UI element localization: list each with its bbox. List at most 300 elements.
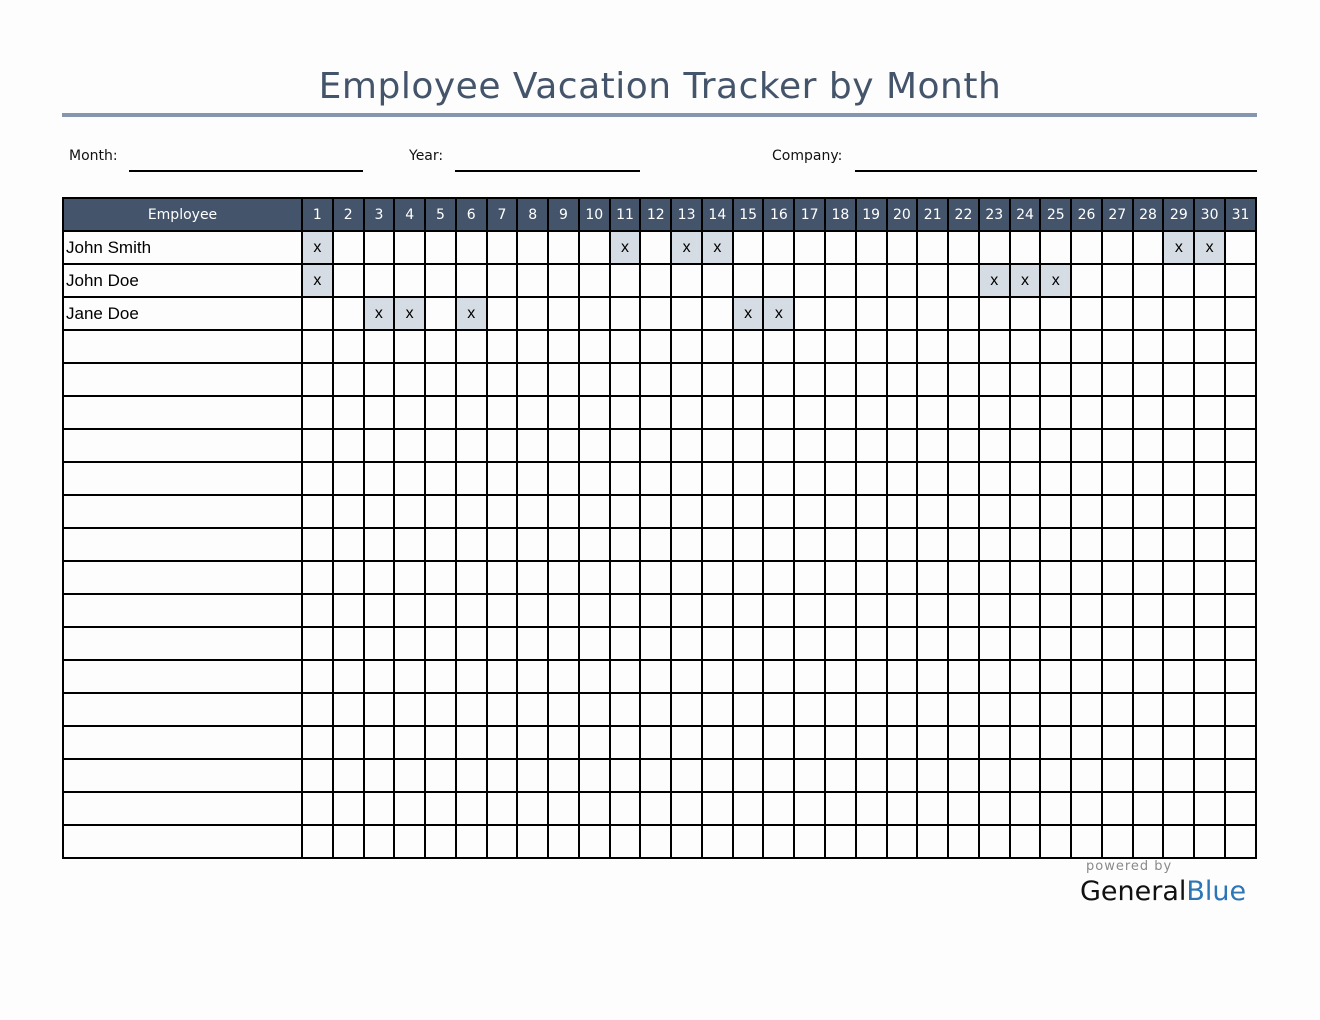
day-cell[interactable] bbox=[979, 330, 1010, 363]
day-cell[interactable] bbox=[333, 429, 364, 462]
day-cell[interactable] bbox=[517, 396, 548, 429]
day-cell[interactable] bbox=[394, 429, 425, 462]
day-cell[interactable] bbox=[456, 792, 487, 825]
day-cell[interactable] bbox=[364, 396, 395, 429]
day-cell[interactable] bbox=[733, 363, 764, 396]
day-cell[interactable] bbox=[517, 660, 548, 693]
day-cell[interactable] bbox=[456, 363, 487, 396]
day-cell[interactable] bbox=[487, 396, 518, 429]
day-cell[interactable] bbox=[979, 231, 1010, 264]
day-cell[interactable] bbox=[917, 561, 948, 594]
day-cell[interactable] bbox=[917, 396, 948, 429]
day-cell[interactable] bbox=[456, 264, 487, 297]
day-cell[interactable] bbox=[887, 264, 918, 297]
day-cell[interactable] bbox=[548, 561, 579, 594]
year-field[interactable] bbox=[455, 170, 640, 172]
day-cell[interactable] bbox=[1133, 528, 1164, 561]
day-cell[interactable] bbox=[825, 231, 856, 264]
day-cell[interactable] bbox=[1102, 594, 1133, 627]
day-cell[interactable] bbox=[887, 363, 918, 396]
day-cell[interactable] bbox=[1102, 495, 1133, 528]
day-cell[interactable] bbox=[948, 429, 979, 462]
day-cell[interactable] bbox=[1163, 495, 1194, 528]
day-cell[interactable] bbox=[579, 264, 610, 297]
day-cell[interactable] bbox=[1194, 330, 1225, 363]
day-cell[interactable] bbox=[733, 792, 764, 825]
day-cell[interactable] bbox=[917, 660, 948, 693]
day-cell[interactable] bbox=[548, 660, 579, 693]
day-cell[interactable] bbox=[917, 792, 948, 825]
day-cell[interactable] bbox=[333, 297, 364, 330]
day-cell[interactable] bbox=[733, 759, 764, 792]
day-cell[interactable] bbox=[1071, 759, 1102, 792]
day-cell[interactable] bbox=[1102, 429, 1133, 462]
day-cell[interactable] bbox=[1102, 396, 1133, 429]
day-cell[interactable] bbox=[364, 726, 395, 759]
day-cell[interactable] bbox=[1163, 759, 1194, 792]
day-cell[interactable] bbox=[733, 495, 764, 528]
day-cell[interactable] bbox=[302, 429, 333, 462]
day-cell[interactable] bbox=[702, 660, 733, 693]
day-cell[interactable] bbox=[794, 792, 825, 825]
day-cell[interactable] bbox=[1163, 330, 1194, 363]
day-cell[interactable] bbox=[702, 297, 733, 330]
day-cell[interactable] bbox=[1163, 825, 1194, 858]
day-cell[interactable] bbox=[1010, 726, 1041, 759]
day-cell[interactable] bbox=[425, 330, 456, 363]
day-cell[interactable] bbox=[887, 462, 918, 495]
day-cell[interactable] bbox=[456, 528, 487, 561]
day-cell[interactable]: x bbox=[702, 231, 733, 264]
day-cell[interactable] bbox=[364, 330, 395, 363]
day-cell[interactable] bbox=[364, 825, 395, 858]
day-cell[interactable] bbox=[1010, 792, 1041, 825]
employee-name-cell[interactable] bbox=[63, 396, 302, 429]
day-cell[interactable] bbox=[1163, 627, 1194, 660]
day-cell[interactable] bbox=[733, 825, 764, 858]
day-cell[interactable] bbox=[1010, 429, 1041, 462]
day-cell[interactable] bbox=[1194, 297, 1225, 330]
day-cell[interactable] bbox=[702, 825, 733, 858]
day-cell[interactable] bbox=[1133, 693, 1164, 726]
day-cell[interactable] bbox=[1133, 396, 1164, 429]
day-cell[interactable] bbox=[1225, 363, 1256, 396]
day-cell[interactable] bbox=[364, 594, 395, 627]
day-cell[interactable] bbox=[763, 561, 794, 594]
day-cell[interactable] bbox=[702, 693, 733, 726]
day-cell[interactable] bbox=[1225, 594, 1256, 627]
day-cell[interactable] bbox=[948, 594, 979, 627]
day-cell[interactable] bbox=[579, 495, 610, 528]
day-cell[interactable] bbox=[856, 627, 887, 660]
day-cell[interactable] bbox=[456, 231, 487, 264]
day-cell[interactable] bbox=[1071, 297, 1102, 330]
day-cell[interactable] bbox=[887, 495, 918, 528]
day-cell[interactable] bbox=[733, 726, 764, 759]
day-cell[interactable] bbox=[887, 561, 918, 594]
day-cell[interactable] bbox=[610, 792, 641, 825]
day-cell[interactable] bbox=[917, 693, 948, 726]
day-cell[interactable] bbox=[1133, 330, 1164, 363]
day-cell[interactable] bbox=[979, 726, 1010, 759]
day-cell[interactable] bbox=[825, 396, 856, 429]
day-cell[interactable] bbox=[1163, 264, 1194, 297]
day-cell[interactable] bbox=[610, 495, 641, 528]
day-cell[interactable] bbox=[887, 759, 918, 792]
day-cell[interactable] bbox=[917, 495, 948, 528]
day-cell[interactable]: x bbox=[302, 264, 333, 297]
day-cell[interactable] bbox=[825, 660, 856, 693]
day-cell[interactable] bbox=[487, 627, 518, 660]
day-cell[interactable] bbox=[794, 726, 825, 759]
day-cell[interactable] bbox=[1102, 363, 1133, 396]
day-cell[interactable] bbox=[1071, 726, 1102, 759]
day-cell[interactable] bbox=[394, 264, 425, 297]
day-cell[interactable] bbox=[887, 429, 918, 462]
day-cell[interactable] bbox=[548, 594, 579, 627]
day-cell[interactable] bbox=[671, 825, 702, 858]
day-cell[interactable] bbox=[702, 495, 733, 528]
day-cell[interactable] bbox=[856, 396, 887, 429]
day-cell[interactable] bbox=[548, 495, 579, 528]
day-cell[interactable] bbox=[671, 594, 702, 627]
employee-name-cell[interactable]: Jane Doe bbox=[63, 297, 302, 330]
day-cell[interactable]: x bbox=[1040, 264, 1071, 297]
day-cell[interactable] bbox=[1102, 297, 1133, 330]
day-cell[interactable] bbox=[333, 528, 364, 561]
day-cell[interactable] bbox=[640, 759, 671, 792]
day-cell[interactable] bbox=[763, 726, 794, 759]
day-cell[interactable] bbox=[1225, 726, 1256, 759]
employee-name-cell[interactable] bbox=[63, 429, 302, 462]
day-cell[interactable] bbox=[856, 429, 887, 462]
day-cell[interactable] bbox=[1133, 726, 1164, 759]
day-cell[interactable] bbox=[548, 726, 579, 759]
day-cell[interactable] bbox=[979, 363, 1010, 396]
day-cell[interactable] bbox=[548, 825, 579, 858]
day-cell[interactable] bbox=[1102, 825, 1133, 858]
day-cell[interactable] bbox=[702, 264, 733, 297]
employee-name-cell[interactable] bbox=[63, 330, 302, 363]
day-cell[interactable] bbox=[917, 627, 948, 660]
day-cell[interactable] bbox=[917, 264, 948, 297]
day-cell[interactable] bbox=[1010, 330, 1041, 363]
day-cell[interactable] bbox=[640, 363, 671, 396]
month-field[interactable] bbox=[129, 170, 363, 172]
day-cell[interactable] bbox=[733, 330, 764, 363]
day-cell[interactable] bbox=[333, 231, 364, 264]
day-cell[interactable] bbox=[856, 528, 887, 561]
day-cell[interactable] bbox=[1225, 297, 1256, 330]
day-cell[interactable] bbox=[487, 330, 518, 363]
day-cell[interactable] bbox=[394, 231, 425, 264]
day-cell[interactable] bbox=[917, 363, 948, 396]
day-cell[interactable] bbox=[979, 660, 1010, 693]
day-cell[interactable] bbox=[610, 396, 641, 429]
day-cell[interactable] bbox=[456, 693, 487, 726]
day-cell[interactable] bbox=[579, 792, 610, 825]
day-cell[interactable] bbox=[856, 726, 887, 759]
day-cell[interactable] bbox=[1194, 561, 1225, 594]
employee-name-cell[interactable] bbox=[63, 594, 302, 627]
day-cell[interactable] bbox=[979, 561, 1010, 594]
day-cell[interactable] bbox=[887, 825, 918, 858]
day-cell[interactable] bbox=[517, 231, 548, 264]
day-cell[interactable] bbox=[302, 792, 333, 825]
day-cell[interactable] bbox=[702, 759, 733, 792]
day-cell[interactable] bbox=[948, 495, 979, 528]
day-cell[interactable] bbox=[825, 726, 856, 759]
day-cell[interactable] bbox=[487, 231, 518, 264]
day-cell[interactable] bbox=[1194, 627, 1225, 660]
day-cell[interactable] bbox=[1102, 264, 1133, 297]
day-cell[interactable] bbox=[794, 231, 825, 264]
day-cell[interactable] bbox=[456, 561, 487, 594]
day-cell[interactable] bbox=[394, 759, 425, 792]
day-cell[interactable] bbox=[856, 231, 887, 264]
day-cell[interactable] bbox=[1071, 594, 1102, 627]
day-cell[interactable]: x bbox=[364, 297, 395, 330]
day-cell[interactable] bbox=[1194, 363, 1225, 396]
day-cell[interactable] bbox=[517, 363, 548, 396]
day-cell[interactable] bbox=[671, 429, 702, 462]
day-cell[interactable] bbox=[1225, 660, 1256, 693]
day-cell[interactable] bbox=[825, 528, 856, 561]
day-cell[interactable] bbox=[1071, 627, 1102, 660]
day-cell[interactable] bbox=[425, 792, 456, 825]
day-cell[interactable] bbox=[1102, 693, 1133, 726]
day-cell[interactable] bbox=[394, 528, 425, 561]
day-cell[interactable] bbox=[302, 528, 333, 561]
day-cell[interactable] bbox=[856, 825, 887, 858]
day-cell[interactable] bbox=[333, 825, 364, 858]
day-cell[interactable] bbox=[1010, 297, 1041, 330]
day-cell[interactable] bbox=[579, 528, 610, 561]
day-cell[interactable] bbox=[1010, 528, 1041, 561]
employee-name-cell[interactable] bbox=[63, 792, 302, 825]
day-cell[interactable] bbox=[733, 396, 764, 429]
employee-name-cell[interactable] bbox=[63, 462, 302, 495]
day-cell[interactable] bbox=[671, 495, 702, 528]
day-cell[interactable] bbox=[825, 792, 856, 825]
day-cell[interactable] bbox=[948, 264, 979, 297]
day-cell[interactable] bbox=[856, 363, 887, 396]
employee-name-cell[interactable] bbox=[63, 693, 302, 726]
employee-name-cell[interactable] bbox=[63, 660, 302, 693]
day-cell[interactable] bbox=[1040, 528, 1071, 561]
day-cell[interactable] bbox=[333, 264, 364, 297]
day-cell[interactable] bbox=[825, 462, 856, 495]
day-cell[interactable] bbox=[548, 231, 579, 264]
day-cell[interactable] bbox=[302, 330, 333, 363]
day-cell[interactable] bbox=[1225, 759, 1256, 792]
day-cell[interactable] bbox=[517, 627, 548, 660]
day-cell[interactable] bbox=[763, 429, 794, 462]
day-cell[interactable] bbox=[1225, 264, 1256, 297]
day-cell[interactable] bbox=[1194, 792, 1225, 825]
day-cell[interactable] bbox=[1194, 594, 1225, 627]
day-cell[interactable] bbox=[333, 660, 364, 693]
day-cell[interactable] bbox=[794, 429, 825, 462]
day-cell[interactable] bbox=[640, 264, 671, 297]
employee-name-cell[interactable]: John Doe bbox=[63, 264, 302, 297]
day-cell[interactable] bbox=[1163, 726, 1194, 759]
day-cell[interactable] bbox=[610, 627, 641, 660]
day-cell[interactable] bbox=[548, 330, 579, 363]
day-cell[interactable] bbox=[979, 528, 1010, 561]
day-cell[interactable] bbox=[640, 825, 671, 858]
day-cell[interactable] bbox=[610, 660, 641, 693]
day-cell[interactable] bbox=[794, 693, 825, 726]
day-cell[interactable] bbox=[1225, 627, 1256, 660]
day-cell[interactable] bbox=[948, 297, 979, 330]
day-cell[interactable] bbox=[1071, 792, 1102, 825]
day-cell[interactable] bbox=[487, 825, 518, 858]
day-cell[interactable] bbox=[364, 660, 395, 693]
day-cell[interactable] bbox=[825, 330, 856, 363]
day-cell[interactable] bbox=[610, 429, 641, 462]
day-cell[interactable] bbox=[302, 462, 333, 495]
day-cell[interactable] bbox=[548, 363, 579, 396]
day-cell[interactable] bbox=[425, 363, 456, 396]
day-cell[interactable] bbox=[1010, 495, 1041, 528]
day-cell[interactable] bbox=[856, 660, 887, 693]
day-cell[interactable] bbox=[302, 759, 333, 792]
day-cell[interactable] bbox=[517, 825, 548, 858]
day-cell[interactable] bbox=[456, 825, 487, 858]
day-cell[interactable] bbox=[1102, 561, 1133, 594]
day-cell[interactable] bbox=[517, 462, 548, 495]
day-cell[interactable] bbox=[1225, 330, 1256, 363]
day-cell[interactable] bbox=[1133, 231, 1164, 264]
day-cell[interactable] bbox=[456, 429, 487, 462]
day-cell[interactable] bbox=[763, 264, 794, 297]
day-cell[interactable] bbox=[548, 693, 579, 726]
day-cell[interactable] bbox=[979, 429, 1010, 462]
day-cell[interactable] bbox=[671, 627, 702, 660]
day-cell[interactable] bbox=[794, 660, 825, 693]
day-cell[interactable] bbox=[948, 825, 979, 858]
day-cell[interactable] bbox=[1071, 462, 1102, 495]
day-cell[interactable] bbox=[1071, 825, 1102, 858]
day-cell[interactable] bbox=[517, 429, 548, 462]
day-cell[interactable] bbox=[948, 693, 979, 726]
day-cell[interactable] bbox=[517, 693, 548, 726]
day-cell[interactable] bbox=[364, 495, 395, 528]
day-cell[interactable]: x bbox=[763, 297, 794, 330]
day-cell[interactable] bbox=[1071, 330, 1102, 363]
day-cell[interactable] bbox=[487, 297, 518, 330]
day-cell[interactable] bbox=[1194, 693, 1225, 726]
day-cell[interactable] bbox=[1071, 396, 1102, 429]
day-cell[interactable] bbox=[979, 297, 1010, 330]
day-cell[interactable] bbox=[487, 594, 518, 627]
day-cell[interactable] bbox=[548, 627, 579, 660]
day-cell[interactable] bbox=[302, 825, 333, 858]
day-cell[interactable] bbox=[1163, 594, 1194, 627]
day-cell[interactable] bbox=[671, 792, 702, 825]
day-cell[interactable] bbox=[794, 594, 825, 627]
day-cell[interactable] bbox=[763, 627, 794, 660]
day-cell[interactable] bbox=[1040, 363, 1071, 396]
day-cell[interactable] bbox=[1071, 363, 1102, 396]
day-cell[interactable] bbox=[487, 495, 518, 528]
day-cell[interactable] bbox=[425, 561, 456, 594]
day-cell[interactable] bbox=[1010, 462, 1041, 495]
day-cell[interactable] bbox=[1102, 330, 1133, 363]
day-cell[interactable] bbox=[579, 759, 610, 792]
day-cell[interactable] bbox=[917, 825, 948, 858]
day-cell[interactable] bbox=[794, 627, 825, 660]
day-cell[interactable] bbox=[1071, 693, 1102, 726]
day-cell[interactable] bbox=[1133, 429, 1164, 462]
day-cell[interactable] bbox=[733, 528, 764, 561]
day-cell[interactable] bbox=[425, 726, 456, 759]
day-cell[interactable]: x bbox=[610, 231, 641, 264]
day-cell[interactable] bbox=[517, 792, 548, 825]
day-cell[interactable] bbox=[1071, 561, 1102, 594]
day-cell[interactable] bbox=[979, 693, 1010, 726]
day-cell[interactable] bbox=[364, 462, 395, 495]
day-cell[interactable] bbox=[610, 363, 641, 396]
day-cell[interactable] bbox=[548, 264, 579, 297]
day-cell[interactable] bbox=[825, 297, 856, 330]
day-cell[interactable] bbox=[887, 627, 918, 660]
day-cell[interactable] bbox=[456, 462, 487, 495]
employee-name-cell[interactable] bbox=[63, 825, 302, 858]
day-cell[interactable] bbox=[887, 693, 918, 726]
day-cell[interactable] bbox=[548, 528, 579, 561]
day-cell[interactable] bbox=[1133, 660, 1164, 693]
day-cell[interactable] bbox=[610, 726, 641, 759]
day-cell[interactable] bbox=[1040, 495, 1071, 528]
day-cell[interactable] bbox=[917, 330, 948, 363]
day-cell[interactable] bbox=[425, 693, 456, 726]
day-cell[interactable] bbox=[979, 396, 1010, 429]
day-cell[interactable]: x bbox=[302, 231, 333, 264]
day-cell[interactable] bbox=[456, 759, 487, 792]
day-cell[interactable] bbox=[825, 495, 856, 528]
day-cell[interactable] bbox=[1040, 660, 1071, 693]
day-cell[interactable] bbox=[733, 627, 764, 660]
day-cell[interactable] bbox=[887, 330, 918, 363]
day-cell[interactable] bbox=[763, 396, 794, 429]
day-cell[interactable] bbox=[1040, 297, 1071, 330]
day-cell[interactable] bbox=[640, 462, 671, 495]
day-cell[interactable] bbox=[302, 495, 333, 528]
day-cell[interactable] bbox=[517, 561, 548, 594]
day-cell[interactable] bbox=[517, 495, 548, 528]
day-cell[interactable] bbox=[671, 330, 702, 363]
day-cell[interactable] bbox=[364, 627, 395, 660]
day-cell[interactable] bbox=[456, 396, 487, 429]
day-cell[interactable] bbox=[364, 792, 395, 825]
day-cell[interactable]: x bbox=[1194, 231, 1225, 264]
day-cell[interactable] bbox=[1194, 495, 1225, 528]
day-cell[interactable] bbox=[825, 363, 856, 396]
day-cell[interactable] bbox=[763, 594, 794, 627]
day-cell[interactable] bbox=[394, 594, 425, 627]
day-cell[interactable] bbox=[394, 396, 425, 429]
day-cell[interactable] bbox=[1040, 231, 1071, 264]
day-cell[interactable] bbox=[671, 660, 702, 693]
day-cell[interactable] bbox=[610, 264, 641, 297]
day-cell[interactable]: x bbox=[979, 264, 1010, 297]
day-cell[interactable] bbox=[1225, 561, 1256, 594]
day-cell[interactable] bbox=[1225, 231, 1256, 264]
day-cell[interactable] bbox=[948, 396, 979, 429]
day-cell[interactable] bbox=[517, 528, 548, 561]
